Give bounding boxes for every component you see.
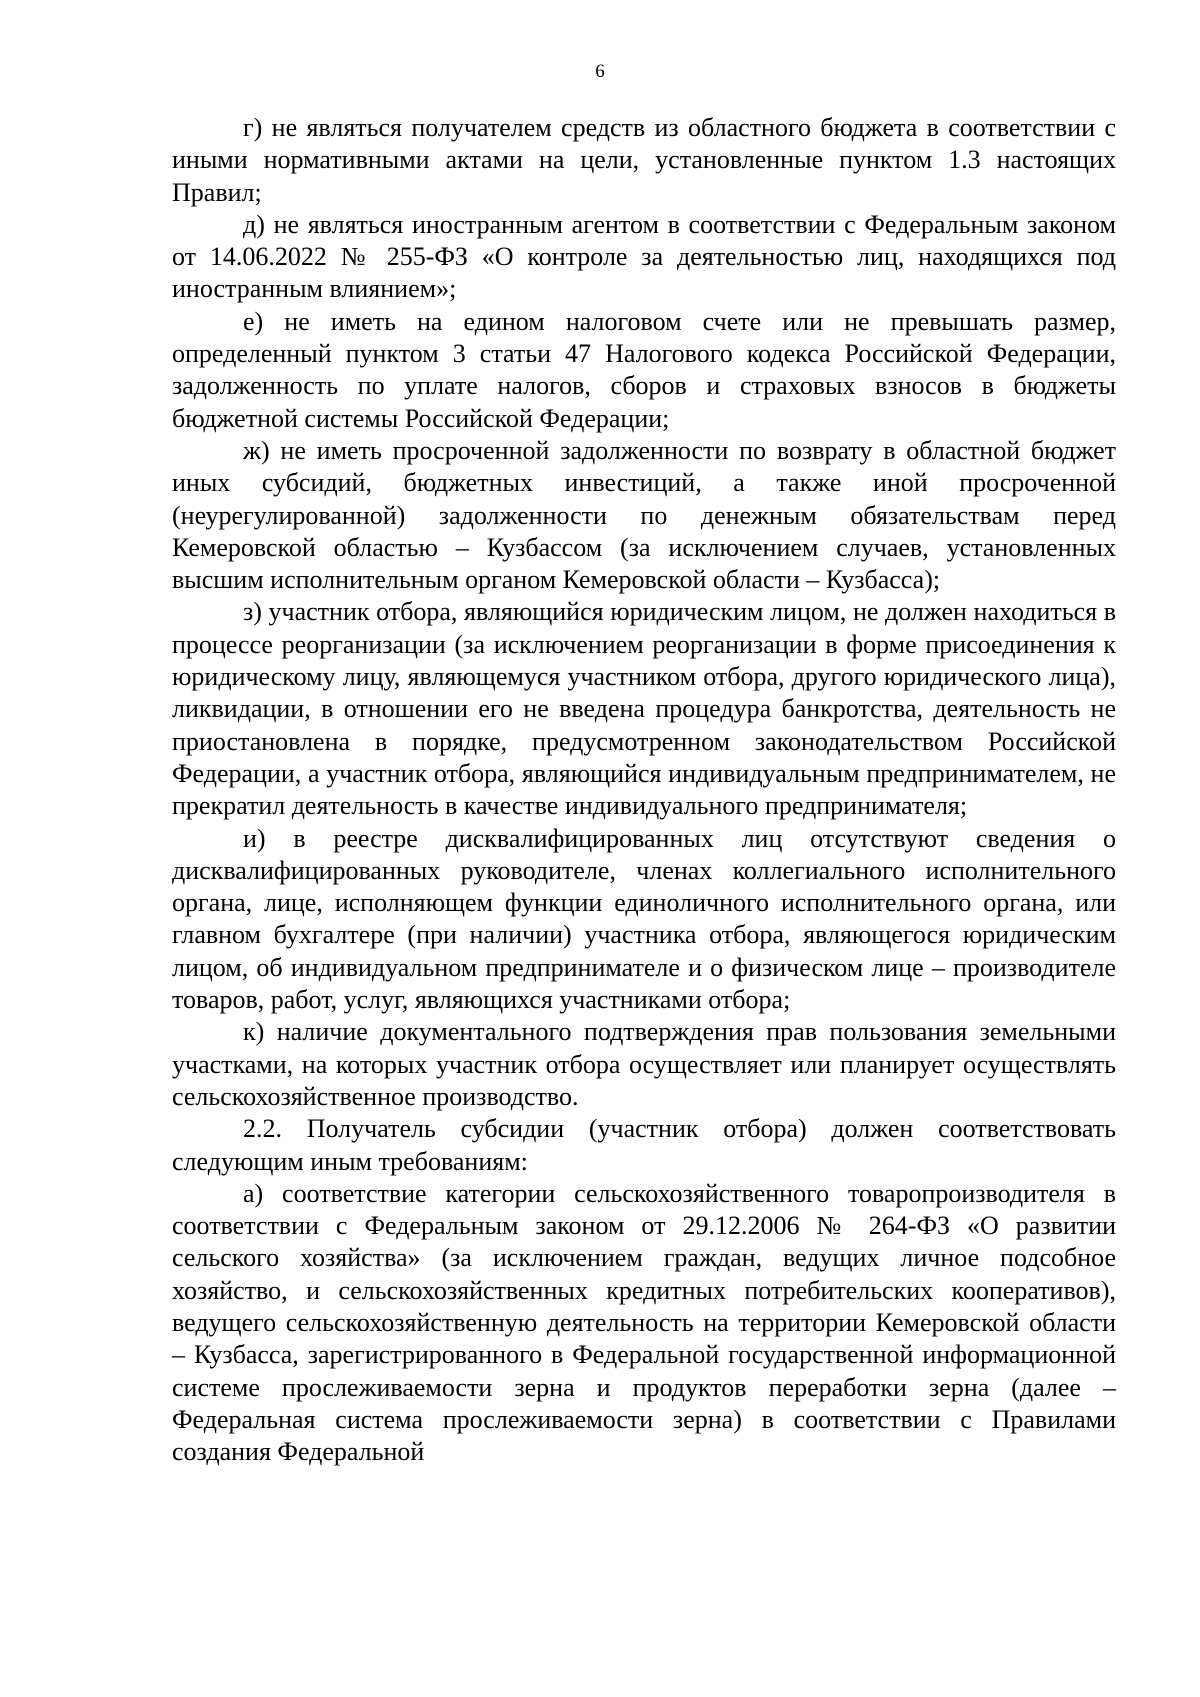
paragraph-z: з) участник отбора, являющийся юридическим лицом, не должен находиться в процессе реорганизации (за исключением реорганизации в форме присоединения к юридическому лицу, являющемуся участником отбора, другого юридического лица), ликвидации, в отношении его не введена процедура банкротства, деятельность не приостановлена в порядке, предусмотренном законодательством Российской Федерации, а участник отбора, являющийся индивидуальным предпринимателем, не прекратил деятельность в качестве индивидуального предпринимателя; [172,597,1116,821]
paragraph-a: а) соответствие категории сельскохозяйственного товаропроизводителя в соответствии с Федеральным законом от 29.12.2006 № 264-ФЗ «О развитии сельского хозяйства» (за исключением граждан, ведущих личное подсобное хозяйство, и сельскохозяйственных кредитных потребительских кооперативов), ведущего сельскохозяйственную деятельность на территории Кемеровской области – Кузбасса, зарегистрированного в Федеральной государственной информационной системе прослеживаемости зерна и продуктов переработки зерна (далее – Федеральная система прослеживаемости зерна) в соответствии с Правилами создания Федеральной [172,1178,1116,1467]
paragraph-zh: ж) не иметь просроченной задолженности по возврату в областной бюджет иных субсидий, бюджетных инвестиций, а также иной просроченной (неурегулированной) задолженности по денежным обязательствам перед Кемеровской областью – Кузбассом (за исключением случаев, установленных высшим исполнительным органом Кемеровской области – Кузбасса); [172,435,1116,595]
paragraph-g: г) не являться получателем средств из областного бюджета в соответствии с иными нормативными актами на цели, установленные пунктом 1.3 настоящих Правил; [172,113,1116,207]
paragraph-2-2: 2.2. Получатель субсидии (участник отбора) должен соответствовать следующим иным требованиям: [172,1114,1116,1176]
document-body [172,112,1116,1468]
paragraph-e: е) не иметь на едином налоговом счете или не превышать размер, определенный пунктом 3 статьи 47 Налогового кодекса Российской Федерации, задолженность по уплате налогов, сборов и страховых взносов в бюджеты бюджетной системы Российской Федерации; [172,306,1116,433]
paragraph-k: к) наличие документального подтверждения прав пользования земельными участками, на которых участник отбора осуществляет или планирует осуществлять сельскохозяйственное производство. [172,1017,1116,1111]
paragraph-i: и) в реестре дисквалифицированных лиц отсутствуют сведения о дисквалифицированных руководителе, членах коллегиального исполнительного органа, лице, исполняющем функции единоличного исполнительного органа, или главном бухгалтере (при наличии) участника отбора, являющегося юридическим лицом, об индивидуальном предпринимателе и о физическом лице – производителе товаров, работ, услуг, являющихся участниками отбора; [172,823,1116,1015]
page-number: 6 [595,61,605,82]
paragraph-d: д) не являться иностранным агентом в соответствии с Федеральным законом от 14.06.2022 № 255-ФЗ «О контроле за деятельностью лиц, находящихся под иностранным влиянием»; [172,209,1116,304]
